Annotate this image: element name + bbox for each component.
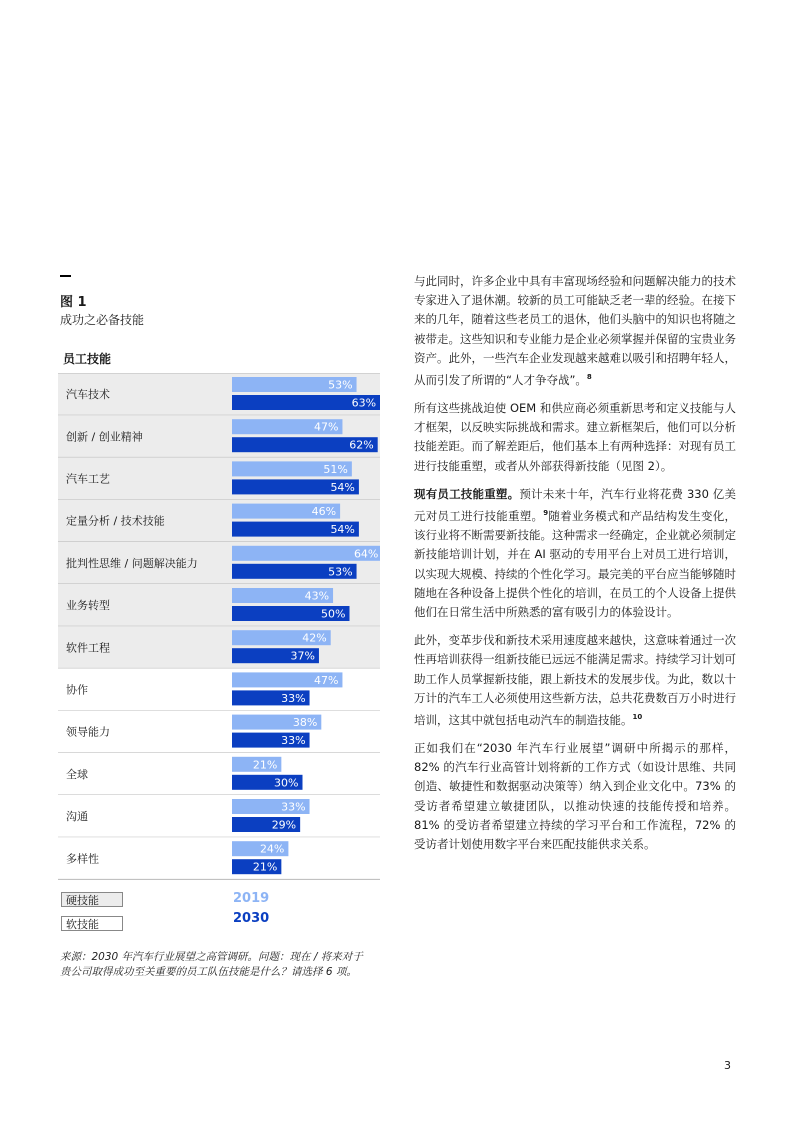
category-label: 批判性思维 / 问题解决能力 (66, 556, 198, 570)
bar-value-label: 47% (313, 673, 339, 687)
bar-value-label: 42% (302, 631, 327, 645)
category-label: 软件工程 (66, 641, 110, 655)
figure-caption: 成功之必备技能 (60, 313, 145, 327)
category-label: 全球 (66, 767, 88, 781)
bar-value-label: 21% (252, 860, 278, 874)
bar-value-label: 21% (252, 758, 278, 772)
figure-dash (60, 275, 71, 277)
bar-value-label: 51% (323, 462, 348, 476)
skills-bar-chart (58, 373, 380, 881)
bar-value-label: 33% (281, 800, 306, 814)
figure-label: 图 1 (60, 295, 87, 310)
bar-value-label: 24% (259, 842, 285, 856)
chart-row-background (58, 795, 380, 837)
legend-hard-skills: 硬技能 (61, 892, 123, 907)
body-text (414, 272, 736, 863)
bar-value-label: 33% (281, 691, 306, 705)
category-label: 沟通 (66, 810, 88, 824)
bar-value-label: 30% (274, 776, 299, 790)
category-label: 定量分析 / 技术技能 (66, 514, 165, 528)
bar-value-label: 53% (328, 565, 353, 579)
bar-value-label: 43% (304, 589, 330, 603)
paragraph-4: 此外，变革步伐和新技术采用速度越来越快，这意味着通过一次性再培训获得一组新技能已远远不能满足需求。持续学习计划可助工作人员掌握新技能，跟上新技术的发展步伐。为此，数以十万计的汽车工人必须使用这些新方法，总共花费数百万小时进行培训，这其中就包括电动汽车的制造技能。$^{10}$ (414, 633, 736, 727)
bar-value-label: 63% (351, 396, 377, 410)
bar-value-label: 47% (313, 420, 339, 434)
bar-value-label: 33% (281, 734, 306, 748)
category-label: 业务转型 (66, 599, 110, 613)
bar-value-label: 29% (271, 818, 297, 832)
paragraph-5: 正如我们在“2030 年汽车行业展望”调研中所揭示的那样，82% 的汽车行业高管计划将新的工作方式（如设计思维、共同创造、敏捷性和数据驱动决策等）纳入到企业文化中。73% 的受访者希望建立敏捷团队，以推动快速的技能传授和培养。81% 的受访者希望建立持续的学习平台和工作流程，72% 的受访者计划使用数字平台来匹配技能供求关系。 (414, 740, 736, 851)
page-number: 3 (724, 1059, 731, 1072)
category-label: 创新 / 创业精神 (66, 430, 143, 444)
bar-value-label: 54% (330, 480, 355, 494)
paragraph-3: 现有员工技能重塑。预计未来十年，汽车行业将花费 330 亿美元对员工进行技能重塑。$^9$随着业务模式和产品结构发生变化，该行业将不断需要新技能。这种需求一经确定，企业就必须制定新技能培训计划，并在 AI 驱动的专用平台上对员工进行培训，以实现大规模、持续的个性化学习。最完美的平台应当能够随时随地在各种设备上提供个性化的培训，在员工的个人设备上提供他们在日常生活中所熟悉的富有吸引力的体验设计。 (414, 486, 737, 619)
bar-value-label: 38% (292, 716, 318, 730)
category-label: 多样性 (66, 852, 99, 866)
bar-value-label: 37% (290, 649, 315, 663)
category-label: 协作 (66, 683, 88, 697)
legend-2019: 2019 (233, 891, 270, 906)
chart-row-background (58, 753, 380, 795)
legend-soft-skills: 软技能 (61, 916, 123, 931)
bar-value-label: 64% (353, 547, 379, 561)
bar-value-label: 50% (321, 607, 346, 621)
chart-source: 来源：2030 年汽车行业展望之高管调研。问题：现在 / 将来对于贵公司取得成功至关重要的员工队伍技能是什么？请选择 6 项。 (60, 951, 363, 978)
bar-value-label: 53% (328, 378, 353, 392)
chart-title: 员工技能 (63, 352, 112, 366)
bar-value-label: 46% (311, 505, 337, 519)
paragraph-2: 所有这些挑战迫使 OEM 和供应商必须重新思考和定义技能与人才框架，以反映实际挑战和需求。建立新框架后，他们可以分析技能差距。而了解差距后，他们基本上有两种选择：对现有员工进行技能重塑，或者从外部获得新技能（见图 2）。 (414, 401, 736, 473)
category-label: 汽车技术 (66, 388, 110, 402)
bar-value-label: 62% (349, 438, 374, 452)
legend-2030: 2030 (233, 911, 270, 926)
category-label: 汽车工艺 (66, 472, 110, 486)
paragraph-1: 与此同时，许多企业中具有丰富现场经验和问题解决能力的技术专家进入了退休潮。较新的员工可能缺乏老一辈的经验。在接下来的几年，随着这些老员工的退休，他们头脑中的知识也将随之被带走。这些知识和专业能力是企业必须掌握并保留的宝贵业务资产。此外，一些汽车企业发现越来越难以吸引和招聘年轻人，从而引发了所谓的“人才争夺战”。$^8$ (414, 274, 736, 387)
bar-value-label: 54% (330, 523, 355, 537)
category-label: 领导能力 (66, 725, 110, 739)
chart-row-background (58, 837, 380, 879)
